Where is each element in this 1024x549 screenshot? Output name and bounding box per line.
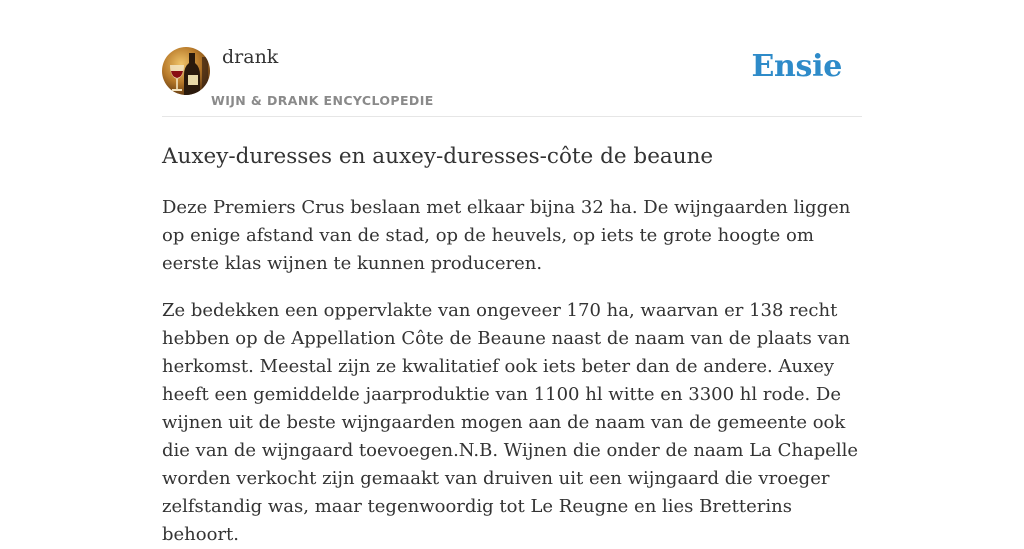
page xyxy=(162,0,862,549)
article-paragraph-1: Deze Premiers Crus beslaan met elkaar bijna 32 ha. De wijngaarden liggen op enige afstand van de stad, op de heuvels, op iets te grote hoogte om eerste klas wijnen te kunnen produceren. xyxy=(162,197,851,274)
article-paragraph-2: Ze bedekken een oppervlakte van ongeveer 170 ha, waarvan er 138 recht hebben op de Appellation Côte de Beaune naast de naam van de plaats van herkomst. Meestal zijn ze kwalitatief ook iets beter dan de andere. Auxey heeft een gemiddelde jaarproduktie van 1100 hl witte en 3300 hl rode. De wijnen uit de beste wijngaarden mogen aan de naam van de gemeente ook die van de wijngaard toevoegen.N.B. Wijnen die onder de naam La Chapelle worden verkocht zijn gemaakt van druiven uit een wijngaard die vroeger zelfstandig was, maar tegenwoordig tot Le Reugne en lies Bretterins behoort. xyxy=(162,300,859,545)
site-subtitle: WIJN & DRANK ENCYCLOPEDIE xyxy=(211,93,434,108)
header xyxy=(162,0,862,117)
category-avatar[interactable] xyxy=(162,47,210,95)
site-name[interactable]: drank xyxy=(222,46,279,68)
wine-bottle-glass-icon xyxy=(162,47,210,95)
brand-logo[interactable]: Ensie xyxy=(751,49,842,84)
article-title: Auxey-duresses en auxey-duresses-côte de beaune xyxy=(162,144,714,169)
